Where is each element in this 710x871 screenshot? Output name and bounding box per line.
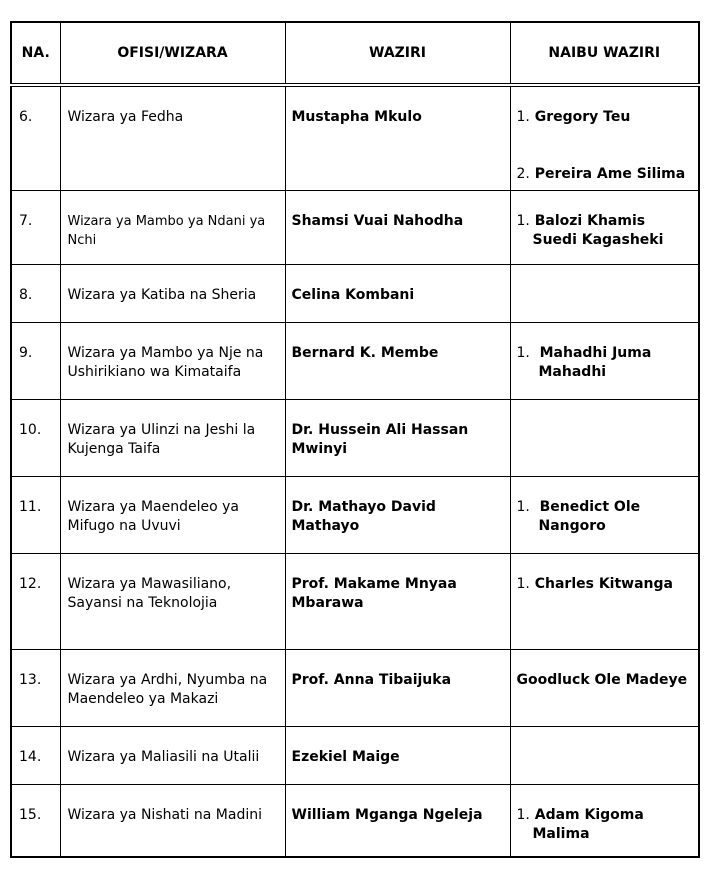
deputy-list [511, 323, 699, 388]
deputy-entry: 1. Gregory Teu [516, 109, 631, 125]
header-no: NA. [11, 22, 60, 85]
row-number: 13. [19, 672, 42, 688]
deputy-entry: 1. Benedict Ole Nangoro [516, 499, 641, 534]
row-number: 14. [19, 749, 42, 765]
table-row [11, 785, 699, 857]
table-row [11, 323, 699, 400]
minister-name: Prof. Anna Tibaijuka [291, 672, 452, 688]
office-name: Wizara ya Nishati na Madini [67, 807, 262, 823]
row-number: 9. [19, 345, 33, 361]
deputy-list [511, 87, 699, 190]
table-row [11, 265, 699, 323]
deputy-entry: 1. Mahadhi Juma Mahadhi [516, 345, 652, 380]
row-number: 15. [19, 807, 42, 823]
deputy-list [511, 400, 699, 427]
row-number: 8. [19, 287, 33, 303]
table-row [11, 400, 699, 477]
deputy-entry: 1. Adam Kigoma Malima [516, 807, 644, 842]
minister-name: Bernard K. Membe [291, 345, 439, 361]
deputy-list [511, 650, 699, 696]
row-number: 6. [19, 109, 33, 125]
office-name: Wizara ya Katiba na Sheria [67, 287, 257, 303]
row-number: 12. [19, 576, 42, 592]
table-row [11, 727, 699, 785]
minister-name: William Mganga Ngeleja [291, 807, 483, 823]
deputy-entry: 1. Charles Kitwanga [516, 576, 673, 592]
office-name: Wizara ya Mambo ya Nje na Ushirikiano wa Kimataifa [67, 345, 264, 380]
ministers-table [10, 21, 700, 858]
row-number: 11. [19, 499, 42, 515]
header-minister: WAZIRI [285, 22, 510, 85]
header-office: OFISI/WIZARA [60, 22, 285, 85]
office-name: Wizara ya Fedha [67, 109, 184, 125]
table-header-row [11, 22, 699, 85]
row-number: 7. [19, 213, 33, 229]
minister-name: Celina Kombani [291, 287, 415, 303]
office-name: Wizara ya Mawasiliano, Sayansi na Teknolojia [67, 576, 232, 611]
table-row [11, 85, 699, 191]
office-name: Wizara ya Maliasili na Utalii [67, 749, 260, 765]
table-row [11, 191, 699, 265]
table-row [11, 650, 699, 727]
office-name: Wizara ya Ulinzi na Jeshi la Kujenga Taifa [67, 422, 256, 457]
deputy-list [511, 477, 699, 542]
deputy-entry: 1. Balozi Khamis Suedi Kagasheki [516, 213, 664, 248]
deputy-list [511, 727, 699, 754]
minister-name: Prof. Makame Mnyaa Mbarawa [291, 576, 457, 611]
header-deputy: NAIBU WAZIRI [510, 22, 699, 85]
office-name: Wizara ya Mambo ya Ndani ya Nchi [67, 214, 266, 248]
deputy-list [511, 785, 699, 850]
minister-name: Dr. Mathayo David Mathayo [291, 499, 436, 534]
office-name: Wizara ya Maendeleo ya Mifugo na Uvuvi [67, 499, 239, 534]
deputy-list [511, 191, 699, 256]
deputy-list [511, 265, 699, 292]
minister-name: Mustapha Mkulo [291, 109, 422, 125]
deputy-list [511, 554, 699, 600]
minister-name: Dr. Hussein Ali Hassan Mwinyi [291, 422, 469, 457]
deputy-entry: Goodluck Ole Madeye [516, 672, 688, 688]
table-row [11, 554, 699, 650]
table-row [11, 477, 699, 554]
deputy-entry: 2. Pereira Ame Silima [516, 166, 686, 182]
minister-name: Shamsi Vuai Nahodha [291, 213, 464, 229]
office-name: Wizara ya Ardhi, Nyumba na Maendeleo ya Makazi [67, 672, 268, 707]
row-number: 10. [19, 422, 42, 438]
minister-name: Ezekiel Maige [291, 749, 400, 765]
